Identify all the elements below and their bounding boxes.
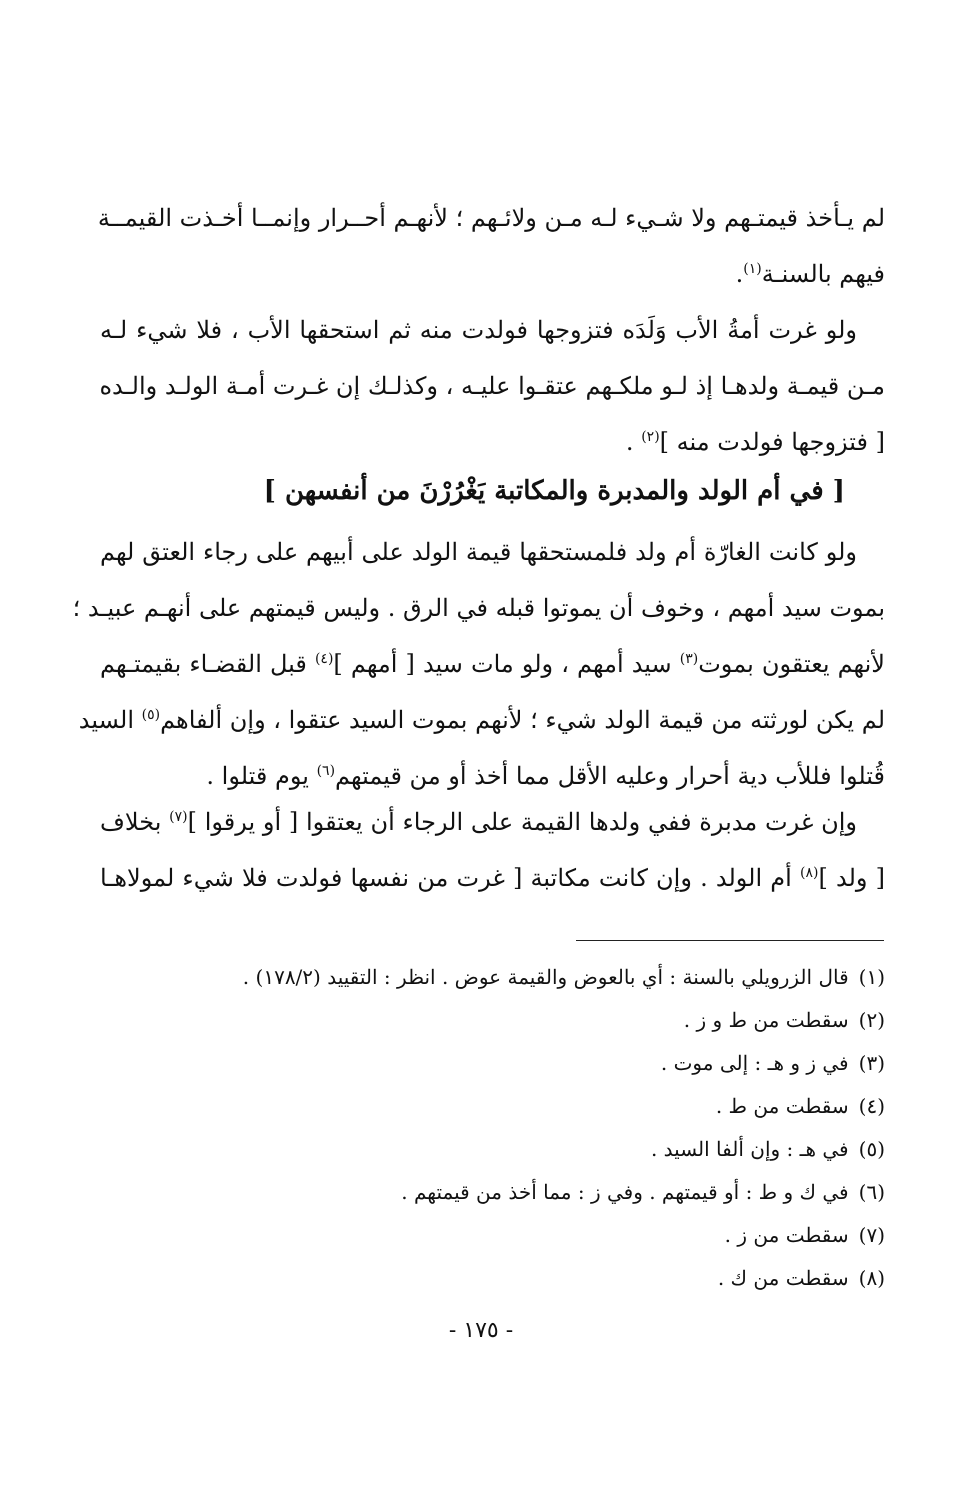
footnote-ref-4: (٤): [314, 651, 334, 667]
footnote-item: [100, 999, 885, 1042]
footnote-item: [100, 1042, 885, 1085]
text-span: يوم قتلوا .: [206, 762, 317, 790]
footnote-text: سقطت من ز .: [724, 1223, 849, 1247]
text-span: بخلاف: [100, 808, 170, 836]
text-span: وإن غرت مدبرة ففي ولدها القيمة على الرجاء أن يعتقوا [ أو يرقوا ]: [187, 808, 858, 836]
footnote-number: (١): [858, 965, 885, 989]
footnote-number: (٨): [858, 1266, 885, 1290]
footnotes-list: [100, 956, 885, 1300]
footnote-ref-7: (٧): [169, 809, 188, 825]
text-span: أم الولد . وإن كانت مكاتبة [ غرت من نفسها فولدت فلا شيء لمولاهـا: [100, 864, 800, 892]
footnote-number: (٤): [858, 1094, 885, 1118]
footnote-ref-1: (١): [743, 261, 762, 277]
footnote-number: (٧): [858, 1223, 885, 1247]
footnote-number: (٥): [858, 1137, 885, 1161]
text-span: [ فتزوجها فولدت منه ]: [659, 428, 885, 456]
footnote-number: (٦): [858, 1180, 885, 1204]
text-span: [ ولد ]: [818, 864, 886, 892]
text-span: قبل القضـاء بقيمتـهم: [100, 650, 315, 678]
text-span: فيهم بالسنـة: [761, 260, 885, 288]
footnote-item: [100, 1214, 885, 1257]
text-line: ولو كانت الغارّة أم ولد فلمستحقها قيمة الولد على أبيهم على رجاء العتق لهم: [100, 538, 857, 566]
paragraph-2: [100, 302, 885, 470]
page-number: - ١٧٥ -: [448, 1318, 514, 1343]
footnote-text: سقطت من ط و ز .: [683, 1008, 849, 1032]
paragraph-3: [72, 524, 885, 804]
text-span: لم يكن لورثته من قيمة الولد شيء ؛ لأنهم بموت السيد عتقوا ، وإن ألفاهم: [160, 706, 885, 734]
text-line: ولو غرت أمةُ الأب وَلَدَه فتزوجها فولدت منه ثم استحقها الأب ، فلا شيء لـه: [100, 316, 858, 344]
footnote-number: (٢): [858, 1008, 885, 1032]
text-span: .: [625, 428, 634, 456]
footnote-text: في ك و ط : أو قيمتهم . وفي ز : مما أخذ من قيمتهم .: [401, 1180, 849, 1204]
footnote-text: سقطت من ك .: [717, 1266, 849, 1290]
section-heading: [ في أم الولد والمدبرة والمكاتبة يَغْرُرْنَ من أنفسهن ]: [263, 476, 845, 506]
text-span: قُتلوا فللأب دية أحرار وعليه الأقل مما أخذ أو من قيمتهم: [335, 762, 885, 790]
text-line: [100, 794, 885, 850]
text-line: [100, 414, 885, 470]
footnote-text: في هـ : وإن ألفا السيد .: [650, 1137, 849, 1161]
footnote-item: [100, 956, 885, 999]
footnote-text: قال الزرويلي بالسنة : أي بالعوض والقيمة عوض . انظر : التقييد (١٧٨/٢) .: [242, 965, 849, 989]
footnote-item: [100, 1085, 885, 1128]
text-line: بموت سيد أمهم ، وخوف أن يموتوا قبله في الرق . وليس قيمتهم على أنهـم عبيـد ؛: [72, 594, 885, 622]
text-span: .: [735, 260, 744, 288]
text-line: لم يـأخذ قيمتـهم ولا شـيء لـه مـن ولائـهم ؛ لأنهـم أحــرار وإنمــا أخـذت القيمــة: [97, 204, 885, 232]
footnote-ref-2: (٢): [641, 429, 660, 445]
footnote-item: [100, 1257, 885, 1300]
text-line: [100, 850, 885, 906]
text-span: سيد أمهم ، ولو مات سيد [ أمهم ]: [333, 650, 680, 678]
footnote-ref-8: (٨): [800, 865, 819, 881]
footnote-item: [100, 1128, 885, 1171]
footnote-item: [100, 1171, 885, 1214]
footnote-text: سقطت من ط .: [715, 1094, 849, 1118]
footnote-ref-3: (٣): [679, 651, 699, 667]
text-line: [100, 636, 885, 692]
paragraph-1: [97, 190, 885, 302]
footnote-number: (٣): [858, 1051, 885, 1075]
text-span: السيد: [78, 706, 142, 734]
footnote-divider: [576, 940, 884, 941]
footnote-ref-5: (٥): [141, 707, 161, 723]
text-line: مـن قيمـة ولدهـا إذ لـو ملكـهم عتقـوا عليـه ، وكذلـك إن غـرت أمـة الولـد والـده: [99, 372, 885, 400]
footnote-text: في ز و هـ : إلى موت .: [660, 1051, 849, 1075]
text-span: لأنهم يعتقون بموت: [698, 650, 885, 678]
text-line: [78, 692, 885, 748]
text-line: [100, 246, 885, 302]
footnote-ref-6: (٦): [316, 763, 336, 779]
paragraph-4: [100, 794, 885, 906]
